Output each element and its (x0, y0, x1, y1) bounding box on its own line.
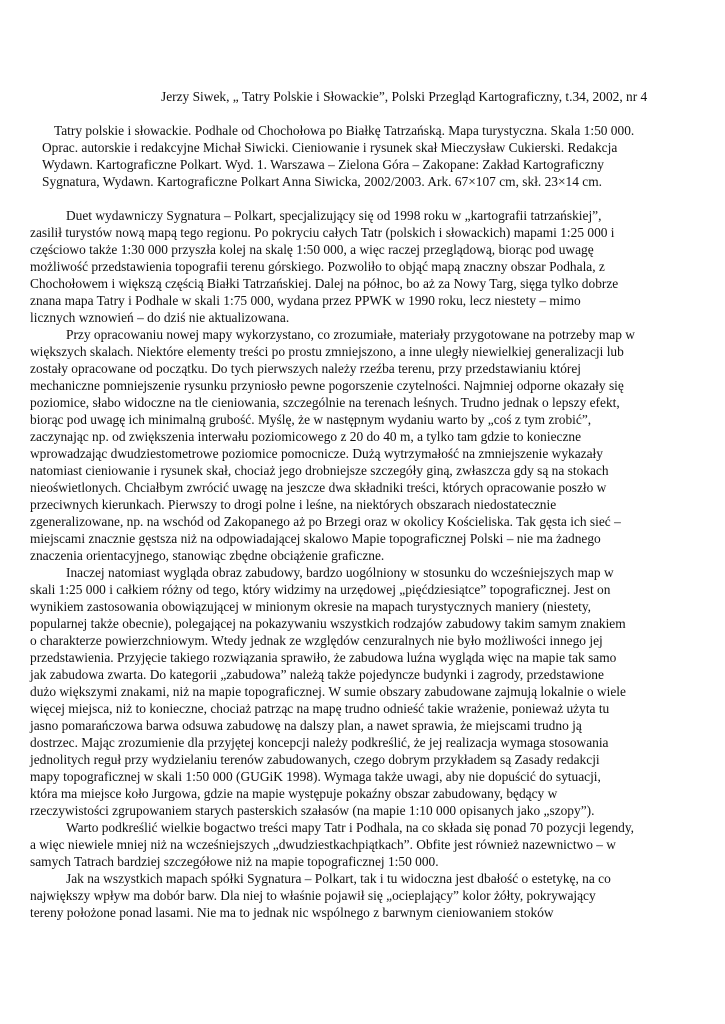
body-line: przeciwnych kierunkach. Pierwszy to drogi polne i leśne, na niektórych obszarach niedostatecznie (30, 497, 557, 512)
body-line: która ma miejsce koło Jurgowa, gdzie na mapie występuje pokaźny obszar zabudowany, będący w (30, 786, 558, 801)
body-line: dużo większymi znakami, niż na mapie topograficznej. W sumie obszary zabudowane zajmują lokalnie o wiele (30, 684, 626, 699)
body-line: natomiast cieniowanie i rysunek skał, chociaż jego drobniejsze szczegóły giną, zwłaszcza gdy są na stokach (30, 463, 609, 478)
body-line: więcej miejsca, niż to konieczne, chociaż patrząc na mapę trudno odnieść takie wrażenie, ponieważ użyta tu (30, 701, 610, 716)
body-line: rzeczywistości zgrupowaniem starych pasterskich szałasów (na mapie 1:10 000 opisanych jako „szopy”). (30, 803, 595, 818)
body-line: największy wpływ ma dobór barw. Dla niej to właśnie pojawił się „ocieplający” kolor żółty, pokrywający (30, 888, 596, 903)
body-line: jasno pomarańczowa barwa odsuwa zabudowę na dalszy plan, a nawet sprawia, że miejscami trudno ją (30, 718, 582, 733)
body-line: znana mapa Tatry i Podhale w skali 1:75 000, wydana przez PPWK w 1990 roku, lecz niestety – mimo (30, 293, 581, 308)
body-line: jednolitych reguł przy wydzielaniu terenów zabudowanych, czego dobrym przykładem są Zasady redakcji (30, 752, 600, 767)
body-line: Jak na wszystkich mapach spółki Sygnatura – Polkart, tak i tu widoczna jest dbałość o estetykę, na co (66, 871, 611, 886)
body-line: Duet wydawniczy Sygnatura – Polkart, specjalizujący się od 1998 roku w „kartografii tatrzańskiej”, (66, 208, 602, 223)
body-line: zaczynając np. od zwiększenia interwału poziomicowego z 20 do 40 m, a tylko tam gdzie to konieczne (30, 429, 582, 444)
body-line: częściowo także 1:30 000 przyszła kolej na skalę 1:50 000, a więc raczej przeglądową, biorąc pod uwagę (30, 242, 594, 257)
bibliography-line: Tatry polskie i słowackie. Podhale od Chochołowa po Białkę Tatrzańską. Mapa turystyczna. Skala 1:50 000. (54, 123, 635, 138)
body-line: możliwość przedstawienia topografii terenu górskiego. Pozwoliło to objąć mapą znaczny obszar Podhala, z (30, 259, 605, 274)
body-line: Warto podkreślić wielkie bogactwo treści mapy Tatr i Podhala, na co składa się ponad 70 pozycji legendy, (66, 820, 635, 835)
body-line: samych Tatrach bardziej szczegółowe niż na mapie topograficznej 1:50 000. (30, 854, 439, 869)
body-line: wprowadzając dwudziestometrowe poziomice pomocnicze. Dużą wytrzymałość na zmniejszenie wykazały (30, 446, 603, 461)
body-line: o charakterze powierzchniowym. Wtedy jednak ze względów cenzuralnych nie było możliwości innego jej (30, 633, 603, 648)
body-line: większych skalach. Niektóre elementy treści po prostu zmniejszono, a inne uległy niewielkiej generalizacji lub (30, 344, 624, 359)
body-line: skali 1:25 000 i całkiem różny od tego, który widzimy na urzędowej „pięćdziesiątce” topograficznej. Jest on (30, 582, 611, 597)
body-line: mechaniczne pomniejszenie rysunku przyniosło pewne pogorszenie czytelności. Najmniej odporne okazały się (30, 378, 624, 393)
bibliography-line: Sygnatura, Wydawn. Kartograficzne Polkart Anna Siwicka, 2002/2003. Ark. 67×107 cm, skł. 23×14 cm. (42, 174, 602, 189)
body-line: tereny położone ponad lasami. Nie ma to jednak nic wspólnego z barwnym cieniowaniem stoków (30, 905, 554, 920)
body-line: zostały opracowane od początku. Do tych pierwszych należy rzeźba terenu, przy przedstawianiu której (30, 361, 582, 376)
body-line: miejscami znacznie gęstsza niż na odpowiadającej skalowo Mapie topograficznej Polski – nie ma żadnego (30, 531, 601, 546)
citation-line: Jerzy Siwek, „ Tatry Polskie i Słowackie”, Polski Przegląd Kartograficzny, t.34, 2002, nr 4 (161, 89, 648, 104)
body-line: zasilił turystów nową mapą tego regionu. Po pokryciu całych Tatr (polskich i słowackich) mapami 1:25 000 i (30, 225, 615, 240)
body-line: popularnej także obecnie), polegającej na pokazywaniu wszystkich rodzajów zabudowy takim samym znakiem (30, 616, 626, 631)
body-line: licznych wznowień – do dziś nie aktualizowana. (30, 310, 290, 325)
body-line: jak zabudowa zwarta. Do kategorii „zabudowa” należą także pojedyncze budynki i zagrody, przedstawione (30, 667, 604, 682)
body-line: znaczenia orientacyjnego, stanowiąc zbędne obciążenie graficzne. (30, 548, 385, 563)
body-line: poziomice, słabo widoczne na tle cieniowania, szczególnie na terenach leśnych. Trudno jednak o lepszy efekt, (30, 395, 620, 410)
body-line: nieoświetlonych. Chciałbym zwrócić uwagę na jeszcze dwa składniki treści, których opracowanie poszło w (30, 480, 607, 495)
bibliography-line: Wydawn. Kartograficzne Polkart. Wyd. 1. Warszawa – Zielona Góra – Zakopane: Zakład Kartograficzny (42, 157, 604, 172)
body-line: mapy topograficznej w skali 1:50 000 (GUGiK 1998). Wymaga także uwagi, aby nie dopuścić do sytuacji, (30, 769, 601, 784)
body-line: Inaczej natomiast wygląda obraz zabudowy, bardzo uogólniony w stosunku do wcześniejszych map w (66, 565, 614, 580)
body-line: wynikiem zastosowania obowiązującej w minionym okresie na mapach turystycznych maniery (niestety, (30, 599, 591, 614)
body-line: a więc niewiele mniej niż na wcześniejszych „dwudziestkachpiątkach”. Obfite jest również nazewnictwo – w (30, 837, 616, 852)
body-line: Przy opracowaniu nowej mapy wykorzystano, co zrozumiałe, materiały przygotowane na potrzeby map w (66, 327, 635, 342)
body-line: przedstawienia. Przyjęcie takiego rozwiązania sprawiło, że zabudowa luźna wygląda więc na mapie tak samo (30, 650, 617, 665)
bibliography-line: Oprac. autorskie i redakcyjne Michał Siwicki. Cieniowanie i rysunek skał Mieczysław Cukierski. Redakcja (42, 140, 618, 155)
body-line: biorąc pod uwagę ich minimalną grubość. Myślę, że w następnym wydaniu warto by „coś z tym zrobić”, (30, 412, 592, 427)
body-line: zgeneralizowane, np. na wschód od Zakopanego aż po Brzegi oraz w okolicy Kościeliska. Tak gęsta ich sieć – (30, 514, 621, 529)
body-line: Chochołowem i większą częścią Białki Tatrzańskiej. Dalej na północ, bo aż za Nowy Targ, sięga tylko dobrze (30, 276, 619, 291)
body-line: dostrzec. Mając zrozumienie dla przyjętej koncepcji należy podkreślić, że jej realizacja wymaga stosowania (30, 735, 609, 750)
